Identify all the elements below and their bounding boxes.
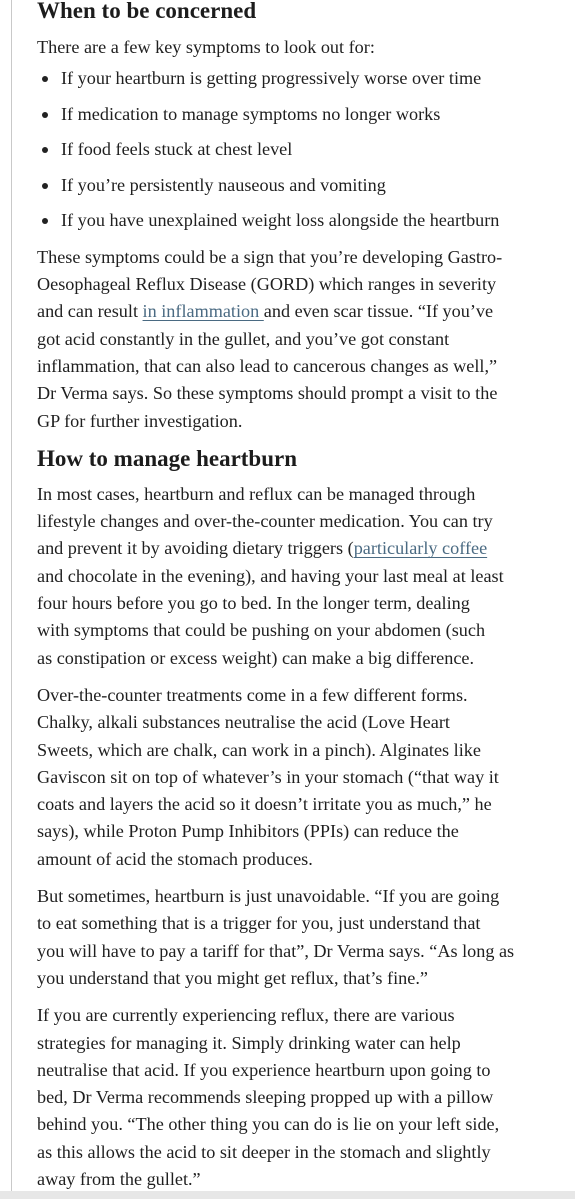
section-heading-when-concerned: When to be concerned — [37, 0, 257, 23]
symptoms-intro: There are a few key symptoms to look out for: — [37, 37, 375, 57]
list-item: If you have unexplained weight loss alongside the heartburn — [37, 207, 567, 243]
section-heading-manage-heartburn: How to manage heartburn — [37, 445, 298, 471]
list-item: If medication to manage symptoms no longer works — [37, 101, 567, 137]
coffee-link[interactable]: particularly coffee — [353, 538, 488, 559]
inflammation-link[interactable]: in inflammation — [142, 301, 264, 322]
unavoidable-paragraph: But sometimes, heartburn is just unavoidable. “If you are going to eat something that is a trigger for you, just understand that you will have to pay a tariff for that”, Dr Verma says. “As long as you understand that you might get reflux, that’s fine.” — [37, 886, 515, 988]
bullet-icon — [42, 112, 48, 118]
strategies-paragraph: If you are currently experiencing reflux, there are various strategies for managing it. Simply drinking water can help neutralise that acid. If you experience heartburn upon going to bed, Dr Verma recommends sleeping propped up with a pillow behind you. “The other thing you can do is lie on your left side, as this allows the acid to sit deeper in the stomach and slightly away from the gullet.” — [37, 1005, 500, 1189]
bottom-scroll-bar — [0, 1191, 575, 1199]
bullet-icon — [42, 183, 48, 189]
list-item: If you’re persistently nauseous and vomiting — [37, 172, 567, 208]
article-body — [37, 0, 567, 1193]
lifestyle-paragraph: In most cases, heartburn and reflux can be managed through lifestyle changes and over-the-counter medication. You can try and prevent it by avoiding dietary triggers (particularly coffee and chocolate in the evening), and having your last meal at least four hours before you go to bed. In the longer term, dealing with symptoms that could be pushing on your abdomen (such as constipation or excess weight) can make a big difference. — [37, 483, 504, 668]
left-border-rule — [11, 0, 12, 1199]
symptoms-list — [37, 65, 567, 243]
treatments-paragraph: Over-the-counter treatments come in a few different forms. Chalky, alkali substances neutralise the acid (Love Heart Sweets, which are chalk, can work in a pinch). Alginates like Gaviscon sit on top of whatever’s in your stomach (“that way it coats and layers the acid so it doesn’t irritate you as much,” he says), while Proton Pump Inhibitors (PPIs) can reduce the amount of acid the stomach produces. — [37, 684, 499, 869]
bullet-icon — [42, 76, 48, 82]
bullet-icon — [42, 218, 48, 224]
bullet-icon — [42, 147, 48, 153]
list-item: If your heartburn is getting progressively worse over time — [37, 65, 567, 101]
list-item: If food feels stuck at chest level — [37, 136, 567, 172]
gord-paragraph: These symptoms could be a sign that you’re developing Gastro- Oesophageal Reflux Disease (GORD) which ranges in severity and can result in inflammation and even scar tissue. “If you’ve got acid constantly in the gullet, and you’ve got constant inflammation, that can also lead to cancerous changes as well,” Dr Verma says. So these symptoms should prompt a visit to the GP for further investigation. — [37, 246, 503, 431]
